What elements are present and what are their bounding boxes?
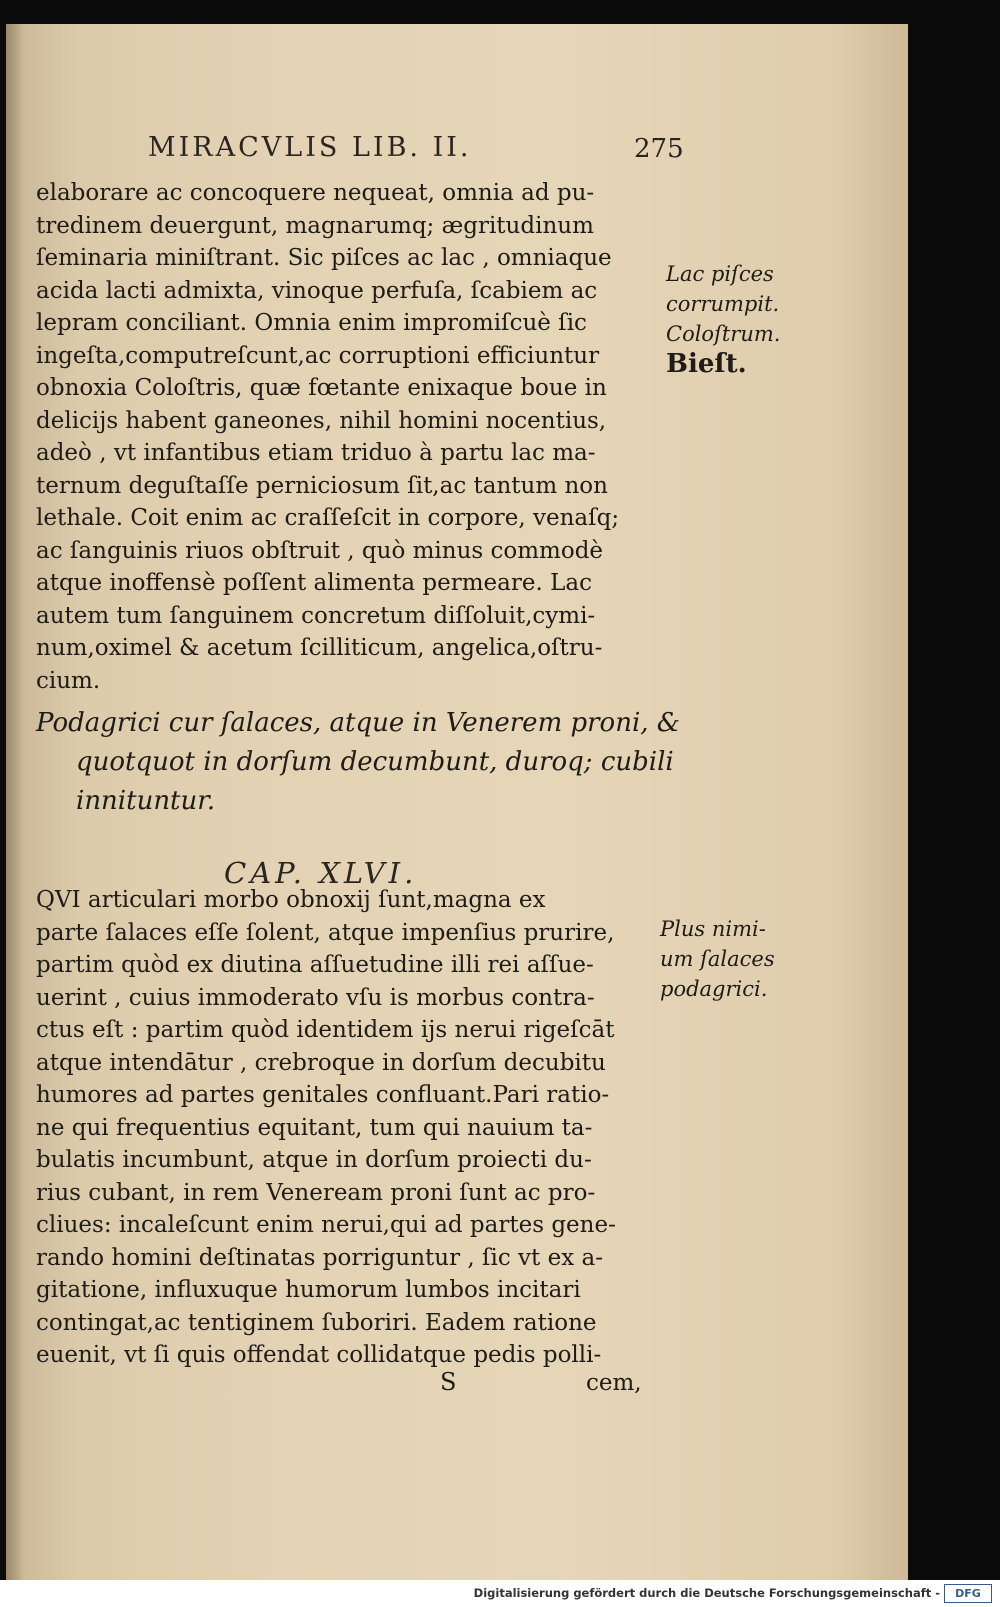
text-line: rius cubant, in rem Veneream proni ſunt ac pro- <box>36 1179 596 1206</box>
text-line: lethale. Coit enim ac craſſeſcit in corpore, venaſq; <box>36 505 620 531</box>
text-line: adeò , vt infantibus etiam triduo à partu lac ma- <box>36 440 596 466</box>
chapter-text <box>36 884 676 1372</box>
text-line: humores ad partes genitales confluant.Pari ratio- <box>36 1082 610 1108</box>
text-line: elaborare ac concoquere nequeat, omnia ad pu- <box>36 180 595 206</box>
footer-credit: Digitalisierung gefördert durch die Deutsche Forschungsgemeinschaft - <box>473 1586 940 1600</box>
margin-note-line: Plus nimi- <box>660 917 766 941</box>
text-line: QVI articulari morbo obnoxij ſunt,magna ex <box>36 887 546 913</box>
chapter-heading <box>36 704 680 821</box>
text-line: num,oximel & acetum ſcilliticum, angelica,oſtru- <box>36 635 603 661</box>
text-line: tredinem deuergunt, magnarumq; ægritudinum <box>36 212 594 239</box>
text-line: ctus eſt : partim quòd identidem ijs nerui rigeſcāt <box>36 1017 615 1043</box>
text-line: ac ſanguinis riuos obſtruit , quò minus commodè <box>36 537 604 564</box>
margin-note-line: corrumpit. <box>666 292 780 316</box>
text-line: obnoxia Coloſtris, quæ fœtante enixaque boue in <box>36 375 607 401</box>
catchword: cem, <box>586 1370 642 1396</box>
book-page <box>6 24 908 1580</box>
text-line: ingeſta,computreſcunt,ac corruptioni efficiuntur <box>36 342 600 369</box>
text-line: autem tum ſanguinem concretum diſſoluit,cymi- <box>36 602 596 629</box>
text-line: ſeminaria miniſtrant. Sic piſces ac lac , omniaque <box>36 245 612 271</box>
heading-line: Podagrici cur ſalaces, atque in Venerem proni, & <box>36 708 680 738</box>
margin-note-line: Coloſtrum. <box>666 322 781 346</box>
text-line: cium. <box>36 667 101 694</box>
text-line: rando homini deſtinatas porriguntur , ſic vt ex a- <box>36 1244 603 1271</box>
text-line: lepram conciliant. Omnia enim impromiſcuè ſic <box>36 310 587 336</box>
text-line: acida lacti admixta, vinoque perfuſa, ſcabiem ac <box>36 277 598 304</box>
text-line: gitatione, influxuque humorum lumbos incitari <box>36 1277 581 1303</box>
page-spine-shadow <box>6 24 24 1580</box>
margin-note-line: podagrici. <box>660 977 768 1001</box>
text-line: bulatis incumbunt, atque in dorſum proiecti du- <box>36 1147 592 1173</box>
text-line: partim quòd ex diutina aſſuetudine illi rei aſſue- <box>36 952 594 978</box>
text-line: euenit, vt ſi quis offendat collidatque pedis polli- <box>36 1342 602 1368</box>
dfg-logo: DFG <box>944 1584 992 1603</box>
body-text <box>36 177 666 697</box>
text-line: atque intendātur , crebroque in dorſum decubitu <box>36 1049 606 1076</box>
margin-note-milk <box>666 259 780 379</box>
heading-line: innituntur. <box>76 786 216 816</box>
page-header <box>6 114 908 164</box>
text-line: parte ſalaces eſſe ſolent, atque impenſius prurire, <box>36 919 615 946</box>
margin-note-gout <box>660 914 775 1004</box>
text-line: contingat,ac tentiginem ſuboriri. Eadem ratione <box>36 1309 597 1336</box>
page-number: 275 <box>634 134 684 164</box>
text-line: cliues: incaleſcunt enim nerui,qui ad partes gene- <box>36 1212 616 1238</box>
text-line: delicijs habent ganeones, nihil homini nocentius, <box>36 407 607 434</box>
signature-mark: S <box>440 1368 457 1396</box>
chapter-label: CAP. XLVI. <box>224 856 418 890</box>
text-line: atque inoffensè poſſent alimenta permeare. Lac <box>36 570 592 596</box>
margin-note-blackletter: Bieſt. <box>666 349 747 379</box>
heading-line: quotquot in dorſum decumbunt, duroq; cubili <box>76 747 674 777</box>
text-line: ne qui frequentius equitant, tum qui nauium ta- <box>36 1114 593 1141</box>
digitization-footer <box>0 1580 1000 1607</box>
margin-note-line: um ſalaces <box>660 947 775 971</box>
margin-note-line: Lac piſces <box>666 262 774 286</box>
running-title: MIRACVLIS LIB. II. <box>148 132 472 163</box>
text-line: ternum deguſtaſſe perniciosum ſit,ac tantum non <box>36 472 608 499</box>
text-line: uerint , cuius immoderato vſu is morbus contra- <box>36 984 595 1011</box>
